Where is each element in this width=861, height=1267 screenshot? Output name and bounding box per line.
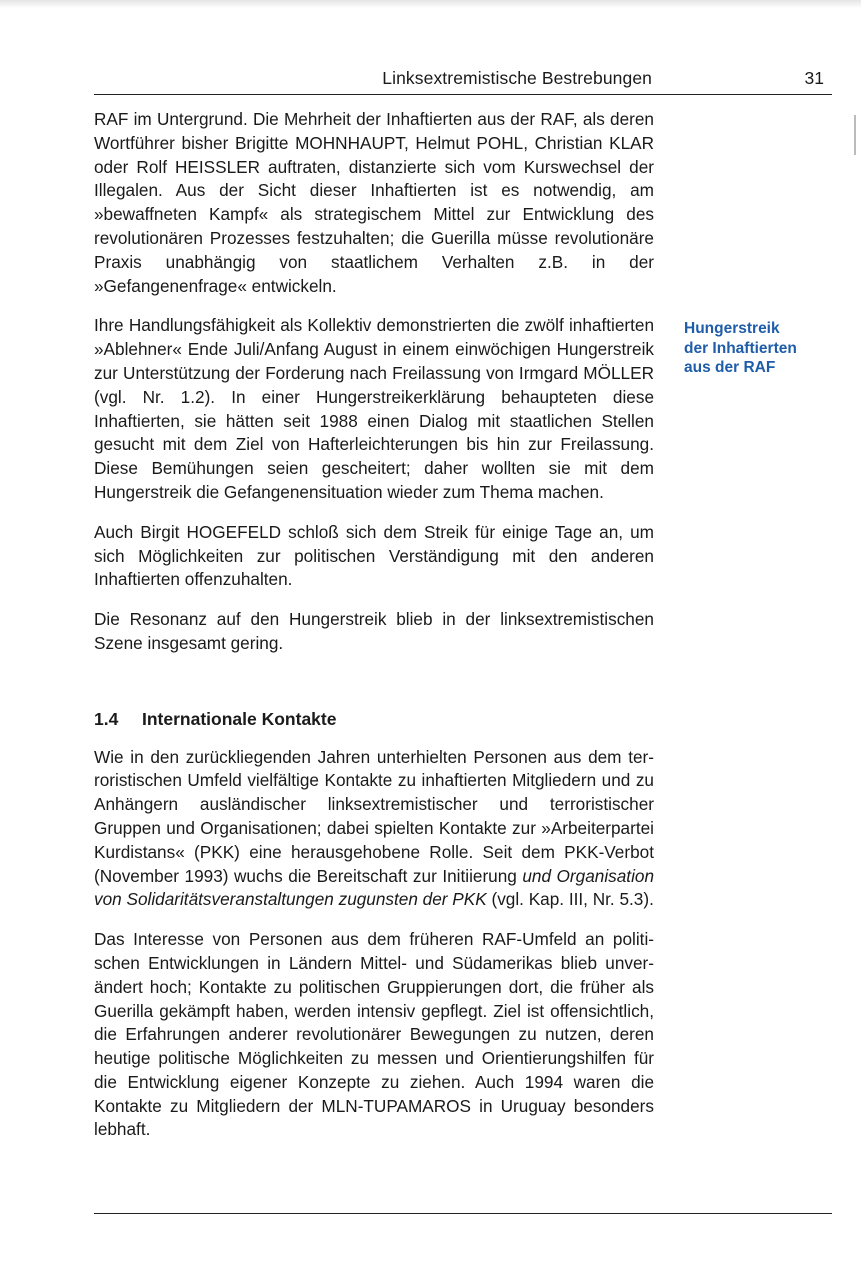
section-title: Internationale Kontakte (142, 708, 337, 729)
paragraph (94, 746, 654, 913)
paragraph-text: Wie in den zurückliegenden Jahren unterhielten Personen aus dem terroristischen Umfeld vielfältige Kontakte zu inhaftierten Mitgliedern und zu Anhängern ausländischer linksextremistischer und terroristischer Gruppen und Organisationen; dabei spielten Kontakte zur »Arbeiterpartei Kurdistans« (PKK) eine herausgehobene Rolle. Seit dem PKK-Verbot (November 1993) wuchs die Bereitschaft zur Initiierung (94, 746, 654, 886)
paragraph-italic-text: und Organisation von Solidaritätsveranstaltungen zugunsten der PKK (94, 865, 654, 910)
page-number: 31 (804, 68, 824, 88)
margin-note (684, 319, 824, 378)
body-text (94, 108, 654, 1158)
page-edge-mark (854, 115, 856, 155)
paragraph: Auch Birgit HOGEFELD schloß sich dem Streik für einige Tage an, um sich Möglichkeiten zur politischen Verständigung mit den anderen Inhaftierten offenzuhalten. (94, 521, 654, 590)
running-header-title: Linksextremistische Bestrebungen (382, 68, 652, 88)
paragraph: Die Resonanz auf den Hungerstreik blieb in der linksextremistischen Szene insgesamt gering. (94, 609, 654, 653)
margin-note-line: der Inhaftierten (684, 339, 797, 357)
margin-note-line: Hungerstreik (684, 320, 780, 337)
running-header (94, 66, 832, 95)
section-heading (94, 708, 654, 732)
section-number: 1.4 (94, 708, 119, 729)
margin-note-line: aus der RAF (684, 359, 776, 376)
footer-rule (94, 1213, 832, 1214)
paragraph: Ihre Handlungsfähigkeit als Kollektiv demonstrierten die zwölf inhaftierten »Ablehner« Ende Juli/Anfang August in einem einwöchigen Hungerstreik zur Unterstützung der Forderung nach Freilassung von Irmgard MÖLLER (vgl. Nr. 1.2). In einer Hungerstreikerklärung behaupteten diese Inhaftierten, sie hätten seit 1988 einen Dialog mit staatlichen Stellen gesucht mit dem Ziel von Hafterleichterungen bis hin zur Freilassung. Diese Bemühungen seien gescheitert; daher wollten sie mit dem Hungerstreik die Gefangenensituation wieder zum Thema machen. (94, 315, 654, 502)
paragraph: RAF im Untergrund. Die Mehrheit der Inhaftierten aus der RAF, als deren Wortführer bisher Brigitte MOHNHAUPT, Helmut POHL, Christian KLAR oder Rolf HEISSLER auftraten, distanzierte sich vom Kurswechsel der Illegalen. Aus der Sicht dieser Inhaftierten ist es notwendig, am »bewaffneten Kampf« als strategischem Mittel zur Entwicklung des revolutionären Prozesses festzuhalten; die Guerilla müsse revolutionäre Praxis unabhängig von staatlichem Verhalten z.B. in der »Gefangenenfrage« entwickeln. (94, 109, 654, 296)
page-top-edge (0, 0, 861, 8)
paragraph: Das Interesse von Personen aus dem früheren RAF-Umfeld an politischen Entwicklungen in Ländern Mittel- und Südamerikas blieb unverändert hoch; Kontakte zu politischen Gruppierungen dort, die früher als Guerilla gekämpft haben, werden intensiv gepflegt. Ziel ist offensichtlich, die Erfahrungen anderer revolutionärer Bewegungen zu nutzen, deren heutige politische Möglichkeiten zu messen und Orientierungshilfen für die Entwicklung eigener Konzepte zu ziehen. Auch 1994 waren die Kontakte zu Mitgliedern der MLN-TUPAMAROS in Uruguay besonders lebhaft. (94, 929, 654, 1140)
paragraph-text: (vgl. Kap. III, Nr. 5.3). (486, 889, 654, 910)
